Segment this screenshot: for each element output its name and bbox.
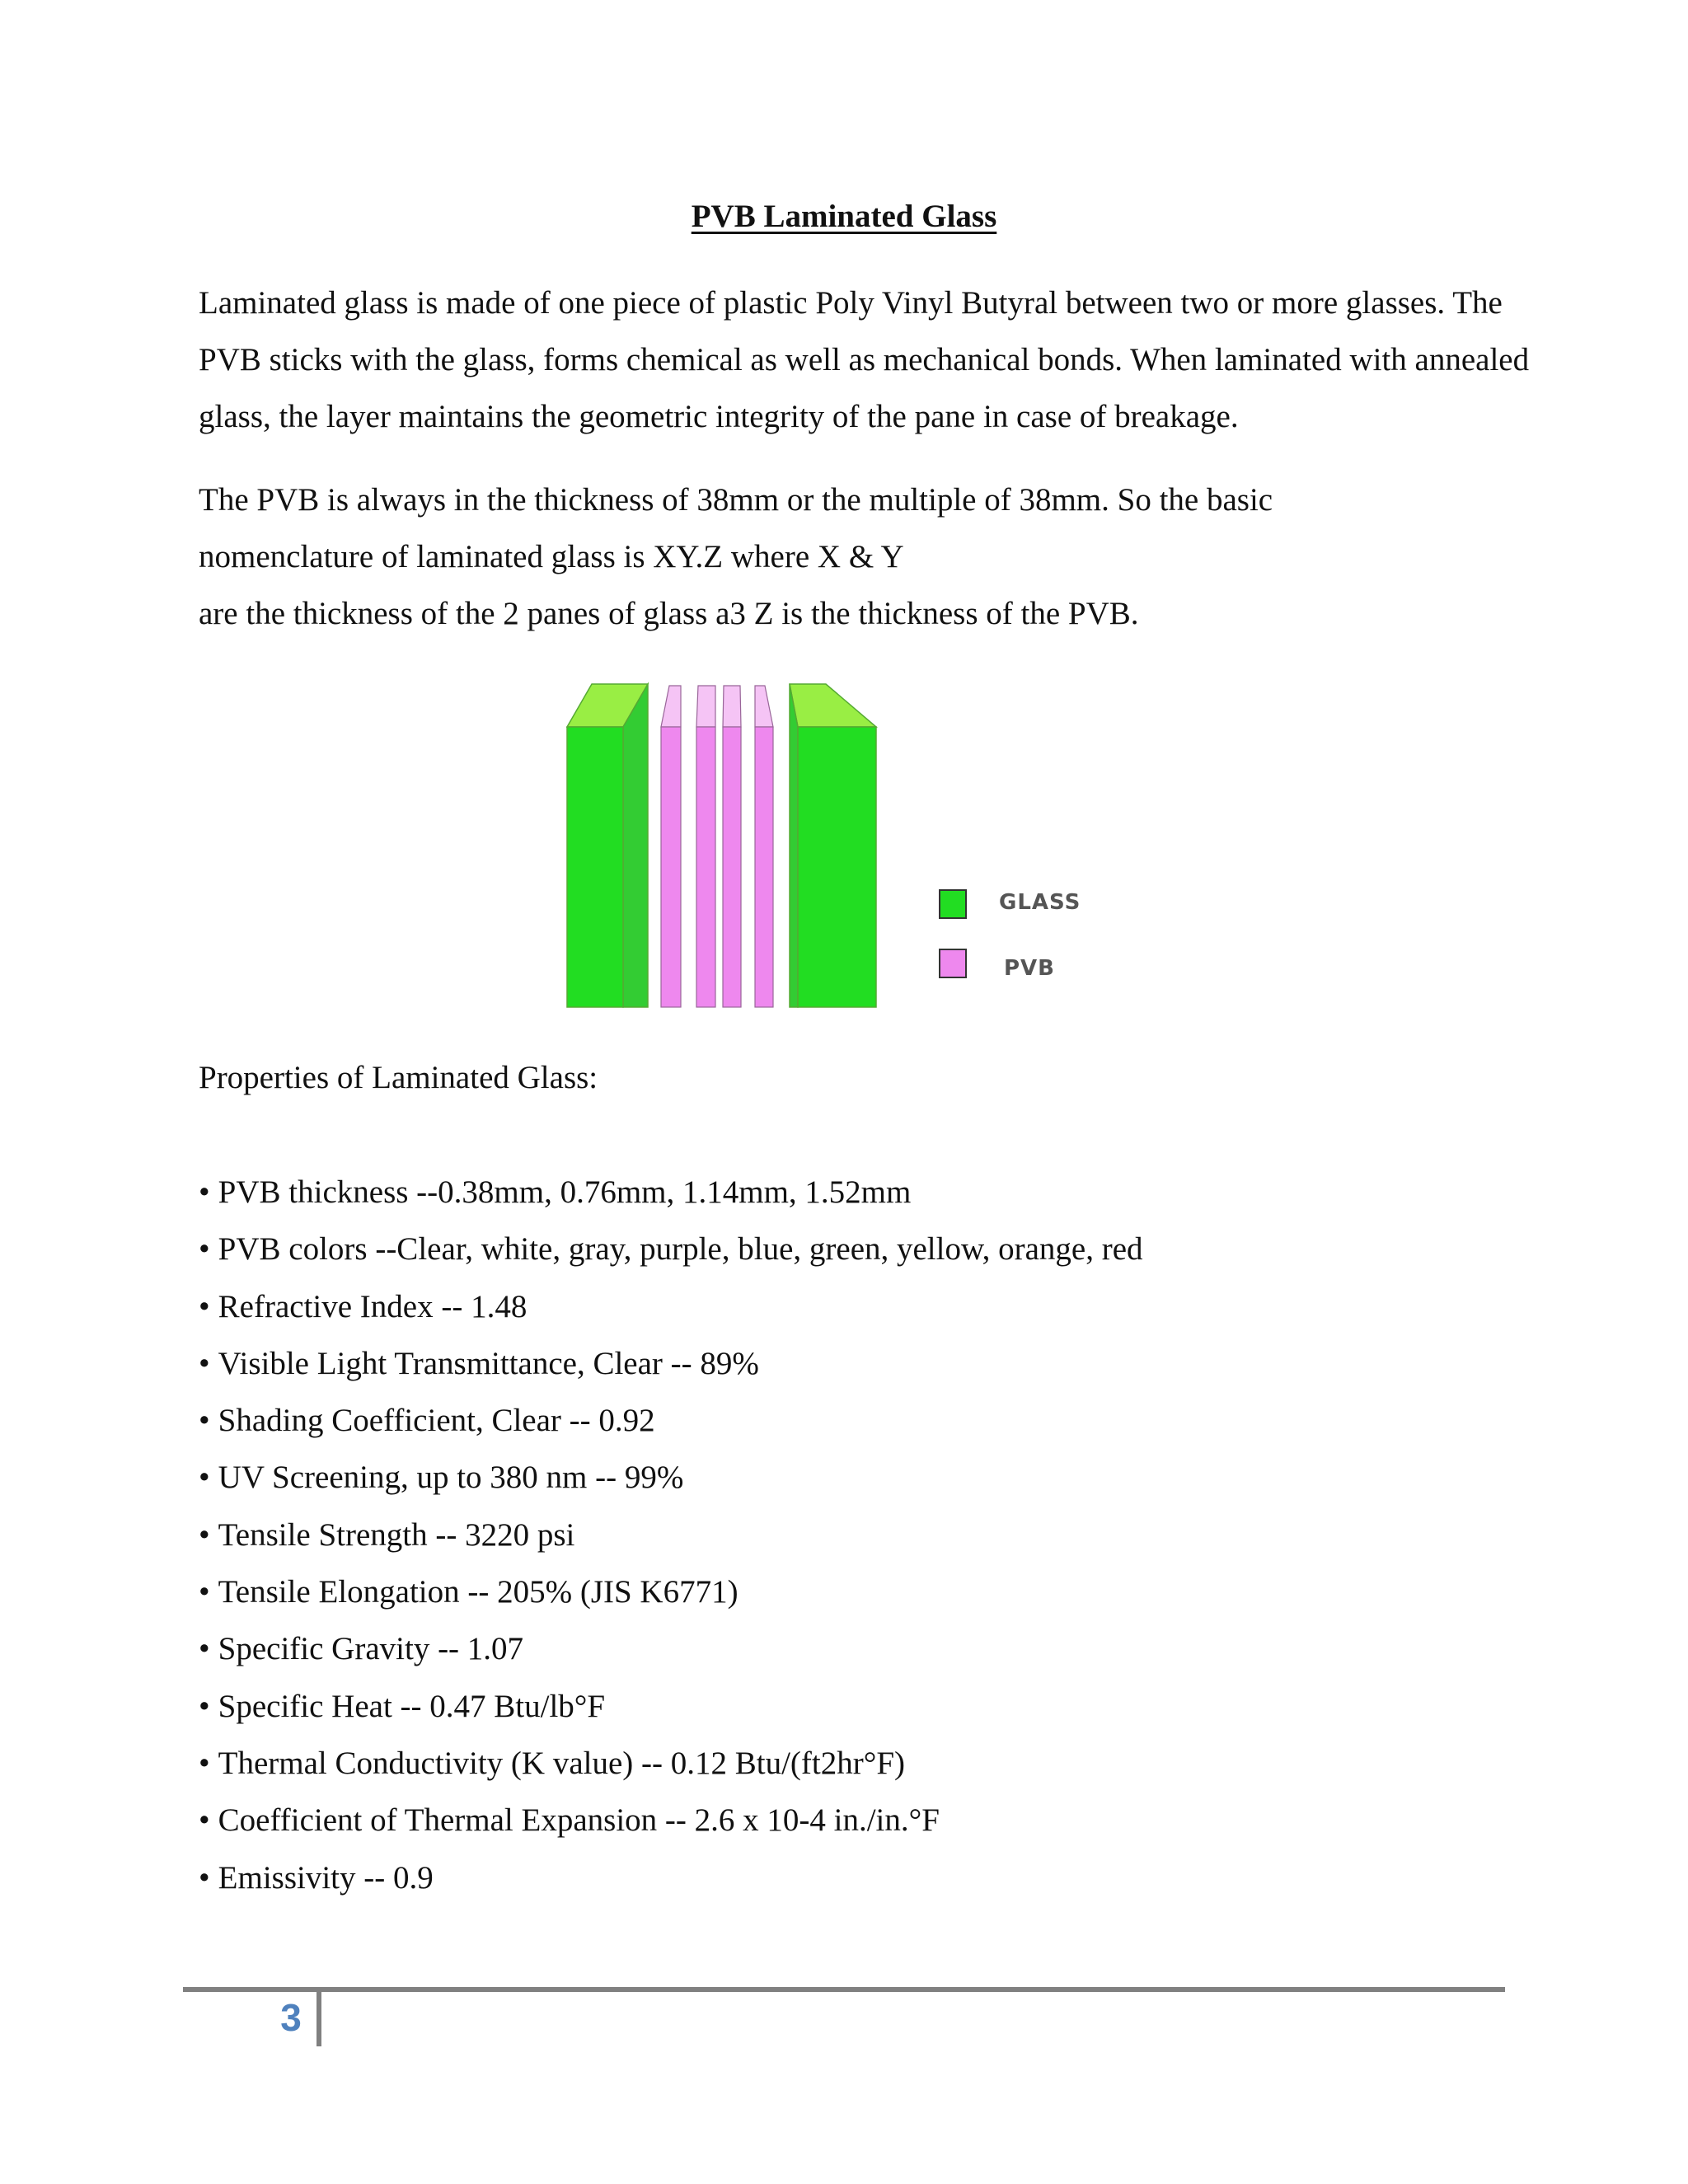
pvb-sheet-3 xyxy=(723,686,741,1007)
property-item: • Visible Light Transmittance, Clear -- 89% xyxy=(199,1335,1143,1392)
property-item: • Refractive Index -- 1.48 xyxy=(199,1278,1143,1335)
diagram-legend xyxy=(940,890,1081,981)
pvb-sheet-2 xyxy=(696,686,715,1007)
property-item: • Tensile Elongation -- 205% (JIS K6771) xyxy=(199,1563,1143,1620)
legend-swatch-glass xyxy=(940,890,966,918)
property-item: • Specific Heat -- 0.47 Btu/lb°F xyxy=(199,1678,1143,1735)
intro-paragraph: Laminated glass is made of one piece of plastic Poly Vinyl Butyral between two or more glasses. The PVB sticks with the glass, forms chemical as well as mechanical bonds. When laminated with annealed glass, the layer maintains the geometric integrity of the pane in case of breakage. xyxy=(199,285,1530,434)
legend-label-pvb: PVB xyxy=(1004,956,1055,981)
property-item: • Specific Gravity -- 1.07 xyxy=(199,1620,1143,1677)
property-item: • Coefficient of Thermal Expansion -- 2.6 x 10-4 in./in.°F xyxy=(199,1792,1143,1849)
property-item: • Shading Coefficient, Clear -- 0.92 xyxy=(199,1392,1143,1449)
pvb-sheet-4 xyxy=(755,686,773,1007)
footer-rule xyxy=(183,1987,1505,1992)
property-item: • Tensile Strength -- 3220 psi xyxy=(199,1507,1143,1563)
nomenclature-paragraph xyxy=(199,471,1550,642)
property-item: • UV Screening, up to 380 nm -- 99% xyxy=(199,1449,1143,1506)
glass-pane-left xyxy=(567,684,648,1007)
pvb-sheet-1 xyxy=(661,686,681,1007)
legend-swatch-pvb xyxy=(940,949,966,977)
legend-label-glass: GLASS xyxy=(999,890,1081,915)
page-number: 3 xyxy=(280,1996,302,2039)
footer-divider xyxy=(316,1990,321,2046)
property-item: • PVB thickness --0.38mm, 0.76mm, 1.14mm, 1.52mm xyxy=(199,1164,1143,1221)
properties-list xyxy=(199,1164,1143,1906)
properties-heading: Properties of Laminated Glass: xyxy=(199,1060,598,1095)
nomenclature-line: are the thickness of the 2 panes of glass a3 Z is the thickness of the PVB. xyxy=(199,596,1139,631)
page-title: PVB Laminated Glass xyxy=(691,199,997,234)
glass-pane-right xyxy=(790,684,876,1007)
property-item: • Emissivity -- 0.9 xyxy=(199,1849,1143,1906)
property-item: • PVB colors --Clear, white, gray, purple, blue, green, yellow, orange, red xyxy=(199,1221,1143,1277)
property-item: • Thermal Conductivity (K value) -- 0.12 Btu/(ft2hr°F) xyxy=(199,1735,1143,1792)
nomenclature-line: The PVB is always in the thickness of 38mm or the multiple of 38mm. So the basic xyxy=(199,482,1273,518)
laminated-glass-diagram xyxy=(560,677,1121,1015)
nomenclature-line: nomenclature of laminated glass is XY.Z where X & Y xyxy=(199,539,904,574)
